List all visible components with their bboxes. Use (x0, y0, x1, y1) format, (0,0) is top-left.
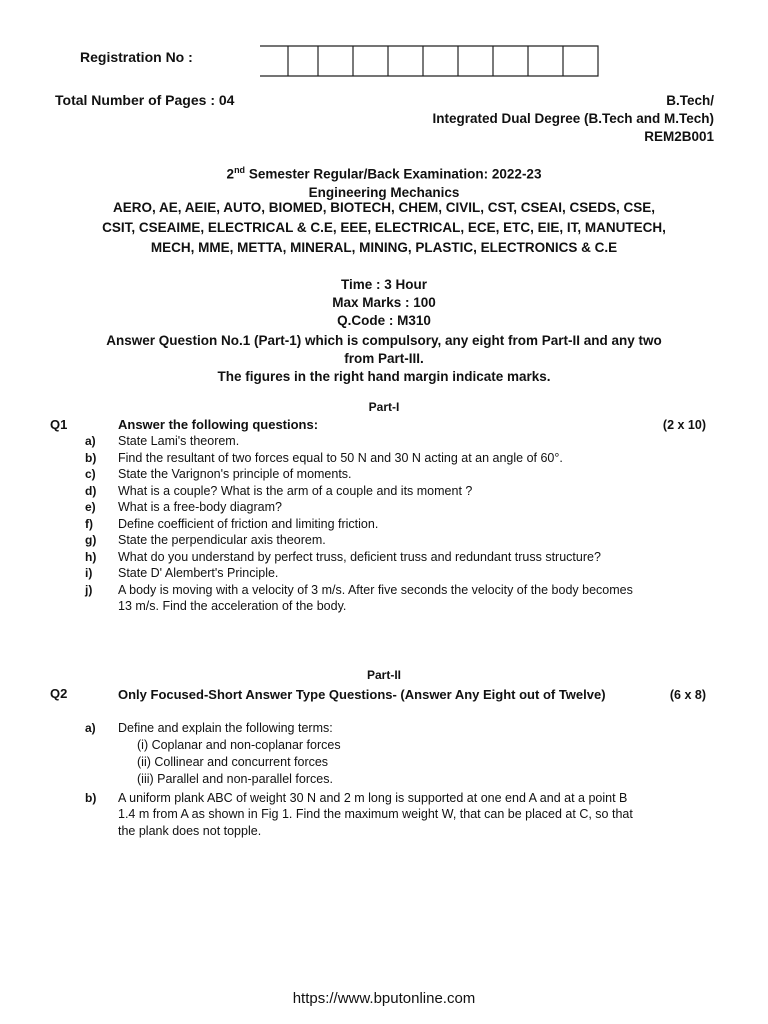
q1-marks: (2 x 10) (662, 418, 706, 432)
part1-heading: Part-I (368, 400, 400, 414)
q2a-sub-1: (i) Coplanar and non-coplanar forces (137, 737, 341, 752)
degree-line-2: Integrated Dual Degree (B.Tech and M.Tech) (432, 111, 714, 126)
list-item: f) Define coefficient of friction and limiting friction. (85, 516, 379, 531)
total-pages-label: Total Number of Pages : 04 (55, 92, 235, 108)
q1-list (85, 433, 645, 615)
registration-label: Registration No : (80, 49, 193, 65)
branches-line-3: MECH, MME, METTA, MINERAL, MINING, PLASTIC, ELECTRONICS & C.E (150, 240, 618, 255)
list-item: j) A body is moving with a velocity of 3 m/s. After five seconds the velocity of the body becomes 13 m/s. Find the acceleration of the body. (85, 582, 633, 613)
instruction-line-1: Answer Question No.1 (Part-1) which is compulsory, any eight from Part-II and any two (106, 333, 662, 348)
semester-line: 2nd Semester Regular/Back Examination: 2022-23 (226, 165, 542, 182)
branches-line-2: CSIT, CSEAIME, ELECTRICAL & C.E, EEE, ELECTRICAL, ECE, ETC, EIE, IT, MANUTECH, (102, 220, 666, 235)
list-item: h) What do you understand by perfect truss, deficient truss and redundant truss structure? (85, 549, 601, 564)
list-item: d) What is a couple? What is the arm of a couple and its moment ? (85, 483, 473, 498)
list-item: b) A uniform plank ABC of weight 30 N and 2 m long is supported at one end A and at a point B 1.4 m from A as shown in Fig 1. Find the maximum weight W, that can be placed at C, so that the plank does not topple. (85, 790, 633, 838)
time-marks-block (40, 276, 728, 330)
q2a-sub-2: (ii) Collinear and concurrent forces (137, 754, 329, 769)
qcode-line: Q.Code : M310 (337, 313, 431, 328)
registration-number-boxes (258, 44, 600, 78)
q1-number: Q1 (50, 417, 68, 432)
instructions-block (40, 332, 728, 386)
part2-heading: Part-II (366, 668, 401, 682)
list-item: b) Find the resultant of two forces equal to 50 N and 30 N acting at an angle of 60°. (85, 450, 563, 465)
branches-line-1: AERO, AE, AEIE, AUTO, BIOMED, BIOTECH, CHEM, CIVIL, CST, CSEAI, CSEDS, CSE, (112, 200, 656, 215)
branches-block (40, 198, 728, 258)
instruction-line-3: The figures in the right hand margin indicate marks. (217, 369, 551, 384)
q2-marks: (6 x 8) (669, 688, 706, 702)
footer-url: https://www.bputonline.com (292, 990, 476, 1007)
time-line: Time : 3 Hour (340, 277, 428, 292)
list-item: e) What is a free-body diagram? (85, 500, 282, 514)
degree-block (432, 92, 714, 146)
exam-title-block (40, 161, 728, 202)
q2a-sub-3: (iii) Parallel and non-parallel forces. (137, 771, 333, 786)
list-item: a) Define and explain the following terms: (85, 721, 333, 735)
q2-number: Q2 (50, 686, 68, 701)
q2-list (85, 720, 645, 839)
instruction-line-2: from Part-III. (344, 351, 424, 366)
q1-title: Answer the following questions: (118, 417, 319, 432)
max-marks-line: Max Marks : 100 (332, 295, 436, 310)
paper-code: REM2B001 (644, 129, 714, 144)
list-item: i) State D' Alembert's Principle. (85, 566, 279, 580)
list-item: g) State the perpendicular axis theorem. (85, 533, 326, 547)
list-item: c) State the Varignon's principle of moments. (85, 467, 352, 481)
q2-title: Only Focused-Short Answer Type Questions- (Answer Any Eight out of Twelve) (118, 687, 606, 702)
subject-name: Engineering Mechanics (308, 184, 460, 200)
list-item: a) State Lami's theorem. (85, 434, 240, 448)
degree-line-1: B.Tech/ (666, 93, 714, 108)
